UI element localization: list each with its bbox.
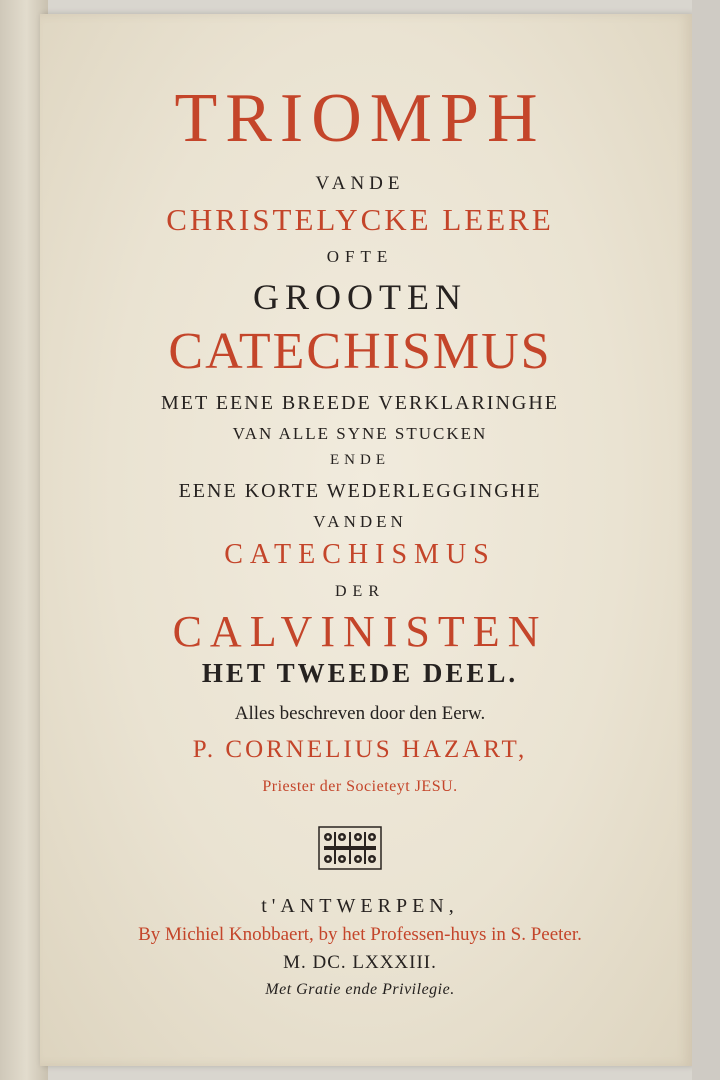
- subtitle-stucken: VAN ALLE SYNE STUCKEN: [232, 424, 488, 443]
- subtitle-catechismus: CATECHISMUS: [224, 539, 496, 570]
- title-christelycke: CHRISTELYCKE LEERE: [166, 202, 554, 237]
- subtitle-wederlegginghe: EENE KORTE WEDERLEGGINGHE: [178, 480, 542, 502]
- title-grooten: GROOTEN: [253, 277, 467, 317]
- imprint-date: M. DC. LXXXIII.: [283, 952, 437, 973]
- volume-statement: HET TWEEDE DEEL.: [201, 658, 519, 688]
- title-catechismus: CATECHISMUS: [168, 323, 552, 380]
- main-title: TRIOMPH: [174, 80, 546, 157]
- background-strip: [692, 0, 720, 1080]
- printers-ornament-icon: [318, 826, 382, 870]
- imprint-printer: By Michiel Knobbaert, by het Professen-huys in S. Peeter.: [138, 924, 582, 945]
- privilege-statement: Met Gratie ende Privilegie.: [265, 981, 455, 998]
- subtitle-ende: ENDE: [330, 452, 390, 468]
- imprint-place: t'ANTWERPEN,: [261, 895, 459, 917]
- subtitle-vanden: VANDEN: [313, 512, 407, 531]
- author-affiliation: Priester der Societeyt JESU.: [262, 778, 458, 795]
- author-intro: Alles beschreven door den Eerw.: [234, 703, 486, 724]
- author-name: P. CORNELIUS HAZART,: [192, 736, 528, 763]
- subtitle-der: DER: [335, 583, 385, 600]
- title-calvinisten: CALVINISTEN: [172, 607, 548, 656]
- subtitle-verklaringhe: MET EENE BREEDE VERKLARINGHE: [160, 392, 559, 414]
- title-ofte: OFTE: [326, 247, 394, 266]
- title-vande: VANDE: [315, 173, 405, 194]
